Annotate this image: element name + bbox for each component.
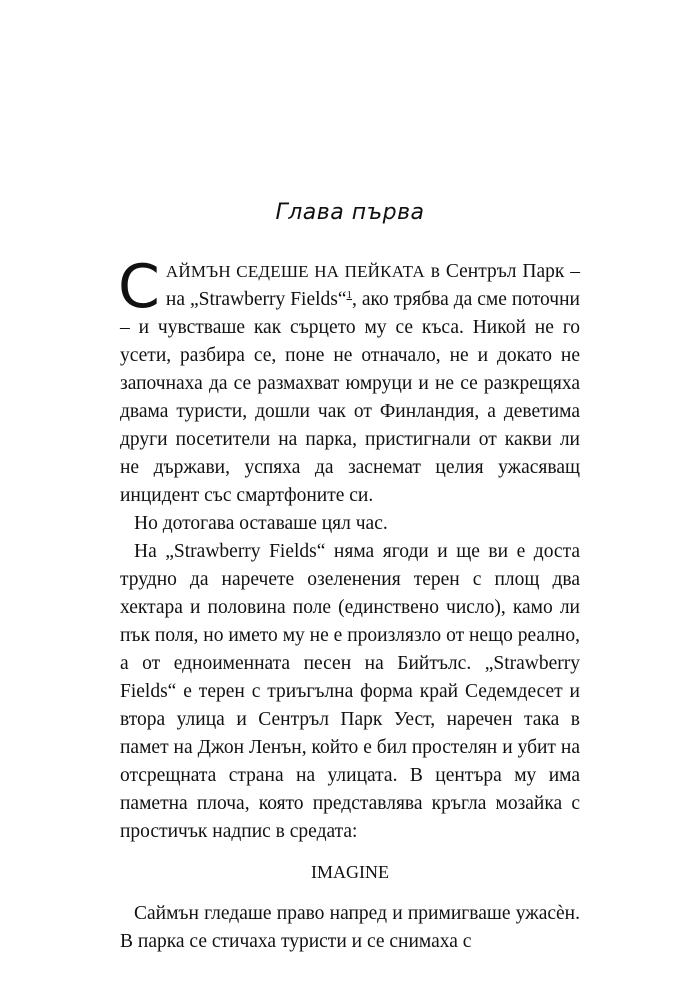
chapter-title: Глава първа	[275, 200, 425, 225]
paragraph-2: Но дотогава оставаше цял час.	[134, 513, 388, 534]
footnote-mark[interactable]: 1	[346, 289, 353, 301]
paragraph-1	[118, 252, 580, 510]
paragraph-4: Саймън гледаше право напред и примигваше ужасѐн. В парка се стичаха туристи и се снимаха с	[120, 903, 580, 952]
paragraph-3: На „Strawberry Fields“ няма ягоди и ще ви е доста трудно да наречете озеленения терен с площ два хектара и половина поле (единствено число), камо ли пък поля, но името му не е произлязло от нещо реално, а от едноименната песен на Бийтълс. „Strawberry Fields“ е терен с триъгълна форма край Седемдесет и втора улица и Сентръл Парк Уест, наречен така в памет на Джон Ленън, който е бил простелян и убит на отсрещната страна на улицата. В центъра му има паметна плоча, която представлява кръгла мозайка с простичък надпис в средата:	[120, 541, 580, 842]
paragraph-1-part: в Сентръл Парк – на „Strawberry Fields“	[165, 261, 580, 310]
body-text	[118, 252, 580, 956]
lead-caps: АЙМЪН СЕДЕШЕ НА ПЕЙКАТА	[165, 262, 425, 281]
imagine-inscription: IMAGINE	[311, 862, 389, 882]
drop-cap: С	[118, 252, 160, 322]
paragraph-1-rest: , ако трябва да сме поточни – и чувстваше как сърцето му се къса. Никой не го усети, разбира се, поне не отначало, не и докато не започнаха да се размахват юмруци и не се разкрещяха двама туристи, дошли чак от Финландия, а деветима други посетители на парка, пристигнали от какви ли не държави, успяха да заснемат целия ужасяващ инцидент със смартфоните си.	[120, 289, 580, 506]
